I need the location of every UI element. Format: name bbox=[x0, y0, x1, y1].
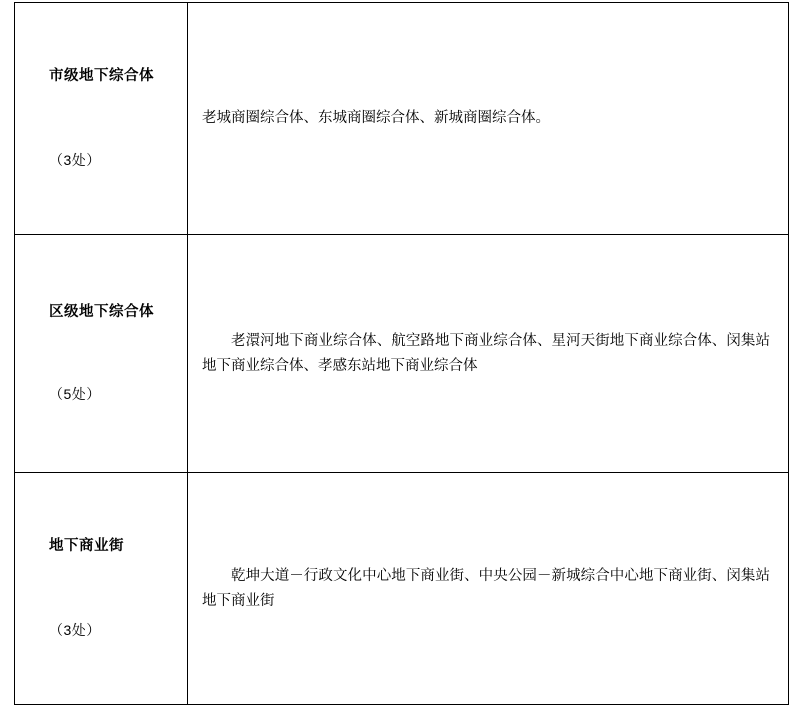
row-label-count: （5处） bbox=[49, 385, 101, 402]
row-label-inner bbox=[15, 63, 187, 173]
row-label-title: 市级地下综合体 bbox=[49, 68, 154, 85]
underground-complex-table bbox=[14, 2, 789, 705]
row-label-inner bbox=[15, 299, 187, 407]
table-row bbox=[15, 3, 789, 235]
row-label-cell bbox=[15, 3, 188, 235]
row-content-cell bbox=[188, 3, 789, 235]
row-label-count: （3处） bbox=[49, 621, 101, 638]
row-content-cell bbox=[188, 235, 789, 473]
table-row bbox=[15, 235, 789, 473]
table-row bbox=[15, 473, 789, 705]
row-label-title: 地下商业街 bbox=[49, 538, 124, 555]
row-label-cell bbox=[15, 473, 188, 705]
row-content-text: 老城商圈综合体、东城商圈综合体、新城商圈综合体。 bbox=[202, 110, 550, 127]
row-label-inner bbox=[15, 533, 187, 643]
row-label-count: （3处） bbox=[49, 151, 101, 168]
row-label-cell bbox=[15, 235, 188, 473]
row-label-title: 区级地下综合体 bbox=[49, 304, 154, 321]
row-content-text: 老澴河地下商业综合体、航空路地下商业综合体、星河天街地下商业综合体、闵集站地下商业综合体、孝感东站地下商业综合体 bbox=[202, 332, 770, 374]
row-content-cell bbox=[188, 473, 789, 705]
table-body bbox=[15, 3, 789, 705]
row-content-text: 乾坤大道－行政文化中心地下商业街、中央公园－新城综合中心地下商业街、闵集站地下商业街 bbox=[202, 567, 770, 609]
